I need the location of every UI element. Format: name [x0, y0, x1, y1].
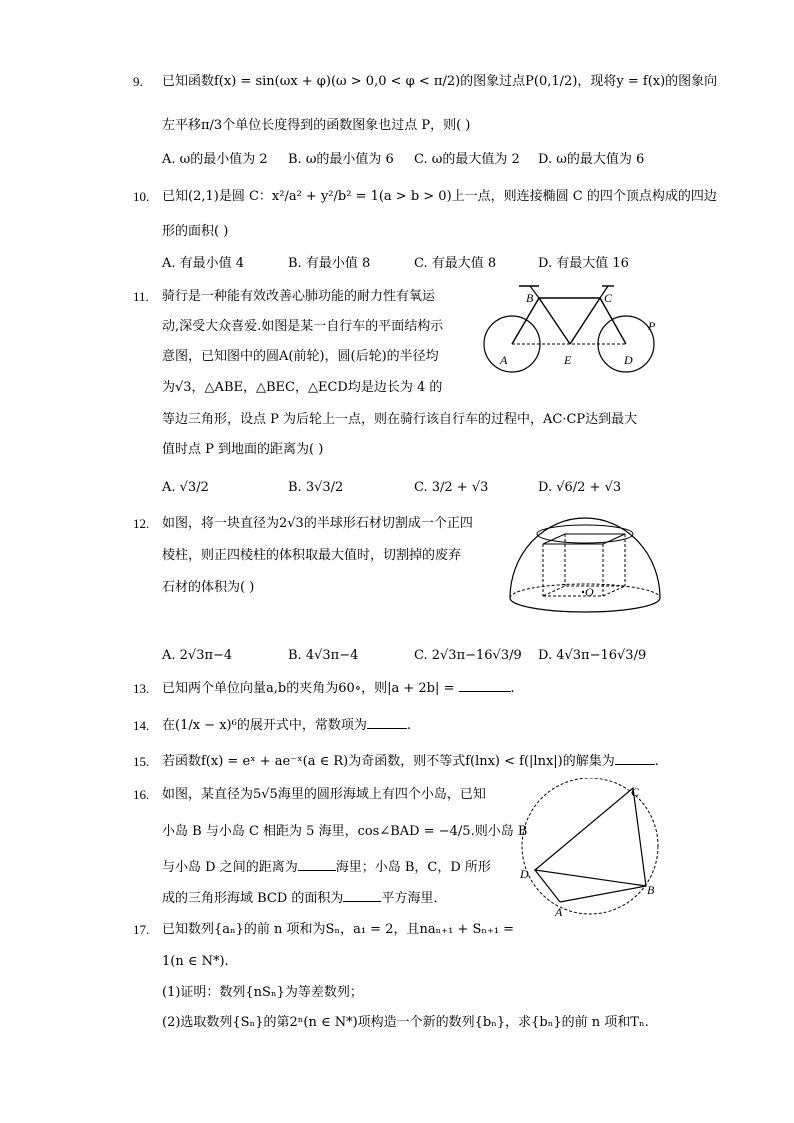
q15-text: 若函数f(x) = eˣ + ae⁻ˣ(a ∈ R)为奇函数，则不等式f(lnx) < f(|lnx|)的解集为	[162, 754, 615, 769]
label-a-16: A	[555, 905, 563, 918]
q16-text-b: 海里；小岛 B，C，D 所形	[335, 860, 491, 875]
q10-option-b: B. 有最小值 8	[288, 256, 371, 271]
q10-option-d: D. 有最大值 16	[538, 256, 629, 271]
q9-option-c: C. ω的最大值为 2	[414, 152, 520, 167]
label-d-16: D	[520, 867, 529, 881]
label-c-16: C	[631, 785, 640, 799]
q16-text-a: 与小岛 D 之间的距离为	[162, 860, 298, 875]
q14-line	[162, 716, 411, 736]
q17-number: 17.	[133, 922, 150, 937]
q11-line-2: 动,深受大众喜爱.如图是某一自行车的平面结构示	[162, 319, 444, 334]
q16-line-3	[162, 858, 491, 878]
q10-option-c: C. 有最大值 8	[414, 256, 497, 271]
q16-text-c: 成的三角形海域 BCD 的面积为	[162, 891, 344, 906]
q11-number: 11.	[133, 289, 149, 304]
label-c: C	[604, 291, 613, 305]
q15-line	[162, 752, 659, 772]
label-b-16: B	[647, 883, 655, 897]
q16-text-d: 平方海里．	[381, 891, 447, 906]
q15-answer-blank[interactable]	[615, 752, 655, 765]
q16-answer-blank-2[interactable]	[343, 889, 381, 902]
q11-line-4: 为√3，△ABE，△BEC，△ECD均是边长为 4 的	[162, 380, 443, 395]
q12-line-3: 石材的体积为( )	[162, 580, 255, 595]
label-o: O	[585, 585, 594, 599]
q12-line-1: 如图，将一块直径为2√3的半球形石材切割成一个正四	[162, 516, 473, 531]
q9-line-2: 左平移π/3个单位长度得到的函数图象也过点 P，则( )	[162, 118, 471, 133]
q10-option-a: A. 有最小值 4	[162, 256, 245, 271]
q9-option-b: B. ω的最小值为 6	[288, 152, 394, 167]
q12-option-c: C. 2√3π−16√3/9	[414, 648, 522, 663]
q11-line-1: 骑行是一种能有效改善心肺功能的耐力性有氧运	[162, 289, 436, 304]
q11-line-6: 值时点 P 到地面的距离为( )	[162, 442, 324, 457]
q12-option-a: A. 2√3π−4	[162, 648, 233, 663]
q17-line-1: 已知数列{aₙ}的前 n 项和为Sₙ，a₁ = 2，且naₙ₊₁ + Sₙ₊₁ =	[162, 922, 515, 937]
q12-number: 12.	[133, 516, 150, 531]
q15-end: .	[654, 754, 659, 769]
q11-option-b: B. 3√3/2	[288, 480, 344, 495]
q10-number: 10.	[133, 189, 150, 204]
q16-answer-blank-1[interactable]	[298, 858, 336, 871]
q15-number: 15.	[133, 754, 150, 769]
q13-answer-blank[interactable]	[459, 679, 511, 692]
hemisphere-figure	[505, 508, 665, 618]
label-e: E	[564, 353, 572, 367]
q9-number: 9.	[133, 74, 143, 89]
q11-option-c: C. 3/2 + √3	[414, 480, 489, 495]
q11-option-a: A. √3/2	[162, 480, 209, 495]
q12-option-b: B. 4√3π−4	[288, 648, 359, 663]
q13-line	[162, 679, 515, 699]
q17-line-2: 1(n ∈ N*).	[162, 954, 229, 969]
q12-line-2: 棱柱，则正四棱柱的体积取最大值时，切割掉的废弃	[162, 548, 462, 563]
q14-text: 在(1/x − x)⁶的展开式中，常数项为	[162, 718, 367, 733]
q11-line-5: 等边三角形，设点 P 为后轮上一点，则在骑行该自行车的过程中，AC·CP达到最大	[162, 412, 638, 427]
q14-end: .	[406, 718, 411, 733]
q13-end: .	[510, 681, 515, 696]
bicycle-figure	[478, 282, 668, 374]
q17-line-3: (1)证明：数列{nSₙ}为等差数列；	[162, 985, 363, 1000]
q9-option-d: D. ω的最大值为 6	[538, 152, 645, 167]
q14-number: 14.	[133, 718, 150, 733]
q9-option-a: A. ω的最小值为 2	[162, 152, 268, 167]
q16-line-2: 小岛 B 与小岛 C 相距为 5 海里，cos∠BAD = −4/5.则小岛 B	[162, 824, 528, 839]
label-p: P	[648, 319, 656, 333]
label-b: B	[526, 291, 534, 305]
q10-line-1: 已知(2,1)是圆 C：x²/a² + y²/b² = 1(a > b > 0)上一点，则连接椭圆 C 的四个顶点构成的四边	[162, 189, 717, 204]
q12-option-d: D. 4√3π−16√3/9	[538, 648, 647, 663]
label-a: A	[500, 353, 508, 367]
q11-option-d: D. √6/2 + √3	[538, 480, 622, 495]
q10-line-2: 形的面积( )	[162, 224, 229, 239]
label-d: D	[624, 353, 633, 367]
q11-line-3: 意图，已知图中的圆A(前轮)，圆(后轮)的半径均	[162, 349, 439, 364]
q13-number: 13.	[133, 681, 150, 696]
circle-sea-figure	[515, 778, 665, 918]
q14-answer-blank[interactable]	[367, 716, 407, 729]
q16-number: 16.	[133, 787, 150, 802]
q13-text: 已知两个单位向量a,b的夹角为60∘，则|a + 2b| =	[162, 681, 459, 696]
q16-line-4	[162, 889, 446, 909]
q9-line-1: 已知函数f(x) = sin(ωx + φ)(ω > 0,0 < φ < π/2)的图象过点P(0,1/2)，现将y = f(x)的图象向	[162, 74, 718, 89]
q17-line-4: (2)选取数列{Sₙ}的第2ⁿ(n ∈ N*)项构造一个新的数列{bₙ}，求{bₙ}的前 n 项和Tₙ.	[162, 1015, 649, 1030]
q16-line-1: 如图，某直径为5√5海里的圆形海域上有四个小岛，已知	[162, 787, 486, 802]
